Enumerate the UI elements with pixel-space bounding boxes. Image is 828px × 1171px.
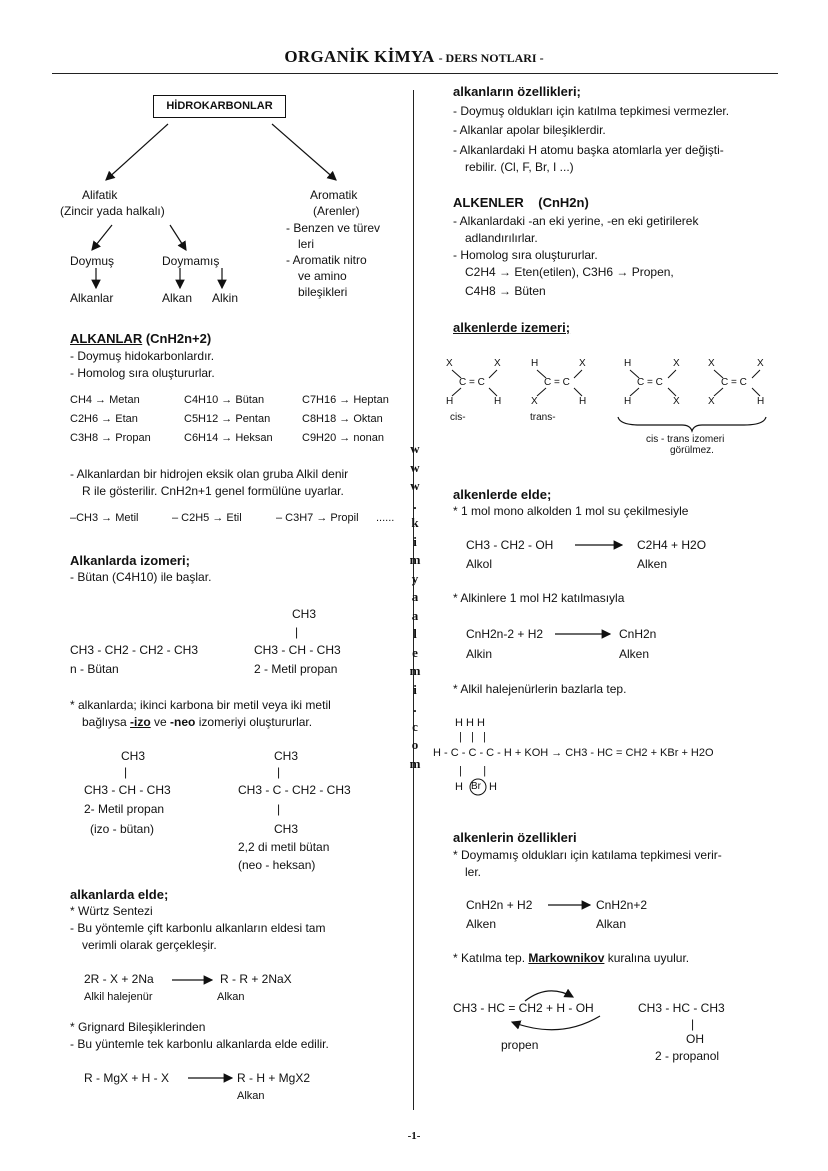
isomer-line: - Bütan (C4H10) ile başlar.: [70, 570, 212, 584]
grignard-line: - Bu yüntemle tek karbonlu alkanlarda elde edilir.: [70, 1037, 329, 1051]
r3-bonds-bottom: | |: [459, 765, 487, 777]
trans-cc: C = C: [544, 377, 570, 388]
grignard-left: R - MgX + H - X: [84, 1071, 170, 1085]
alkyl-3: – C3H7 → Propil: [276, 512, 359, 524]
grignard-right: R - H + MgX2: [237, 1071, 311, 1085]
neo-top: CH3: [274, 749, 299, 763]
cistrans-note-1: cis - trans izomeri: [646, 434, 725, 445]
r3-top: H H H: [455, 717, 485, 729]
alkane-prop-3: - Alkanlardaki H atomu başka atomlarla yer değişti-: [453, 143, 724, 157]
alkane-prep-heading: alkanlarda elde;: [70, 887, 169, 902]
bond-1: |: [295, 625, 299, 639]
watermark: w w w . k i m y a a l e m i . c o m: [409, 441, 421, 771]
ni2-h1: H: [757, 396, 765, 407]
page-number: -1-: [407, 1130, 421, 1142]
wurtz-heading: * Würtz Sentezi: [70, 904, 153, 918]
alkyl-1: –CH3 → Metil: [70, 512, 139, 524]
cis-x1: X: [446, 358, 453, 369]
mk-left-label: propen: [501, 1038, 539, 1052]
alkene-props-heading: alkenlerin özellikleri: [453, 830, 577, 845]
alkyl-2: – C2H5 → Etil: [172, 512, 242, 524]
r1-right: C2H4 + H2O: [637, 538, 707, 552]
alkyl-4: ......: [376, 512, 395, 524]
alkenes-series-2: C4H8 → Büten: [465, 284, 546, 298]
aromatic-note-3: - Aromatik nitro: [286, 253, 367, 267]
aromatic-note-2: leri: [298, 237, 315, 251]
alkyl-line-1: - Alkanlardan bir hidrojen eksik olan gruba Alkil denir: [70, 467, 349, 481]
n-butane-name: n - Bütan: [70, 662, 119, 676]
r2-note: * Alkinlere 1 mol H2 katılmasıyla: [453, 591, 625, 605]
page-title: ORGANİK KİMYA: [284, 47, 435, 66]
add-left-label: Alken: [466, 917, 497, 931]
cis-h1: H: [446, 396, 454, 407]
methylpropane: CH3 - CH - CH3: [254, 643, 341, 657]
mk-oh: OH: [686, 1032, 704, 1046]
r3-bottom-br: Br: [471, 781, 481, 792]
series-2-1: C2H6 → Etan: [70, 413, 138, 425]
unsaturated-label: Doymamış: [162, 254, 220, 268]
mk-bond: |: [691, 1017, 695, 1031]
alkane-prop-1: - Doymuş oldukları için katılma tepkimesi vermezler.: [453, 104, 730, 118]
methylpropane-name: 2 - Metil propan: [254, 662, 338, 676]
cis-cc: C = C: [459, 377, 485, 388]
alkenes-item-1: - Alkanlardaki -an eki yerine, -en eki getirilerek: [453, 214, 699, 228]
wurtz-right-label: Alkan: [217, 991, 245, 1003]
mk-right-label: 2 - propanol: [655, 1049, 720, 1063]
wurtz-line-1: - Bu yöntemle çift karbonlu alkanların eldesi tam: [70, 921, 326, 935]
series-3-2: C6H14 → Heksan: [184, 432, 273, 444]
iso-note-1: * alkanlarda; ikinci karbona bir metil veya iki metil: [70, 698, 331, 712]
aromatic-sub: (Arenler): [313, 204, 360, 218]
alkene-prep-heading: alkenlerde elde;: [453, 487, 552, 502]
trans-h2: H: [579, 396, 587, 407]
wurtz-line-2: verimli olarak gerçekleşir.: [82, 938, 217, 952]
ni1-h1: H: [624, 358, 632, 369]
ni2-cc: C = C: [721, 377, 747, 388]
saturated-label: Doymuş: [70, 254, 115, 268]
cistrans-note-2: görülmez.: [670, 445, 714, 456]
izo-bond: |: [124, 765, 128, 779]
aliphatic-label: Alifatik: [82, 188, 118, 202]
r2-right: CnH2n: [619, 627, 657, 641]
mk-right: CH3 - HC - CH3: [638, 1001, 725, 1015]
izo-top: CH3: [121, 749, 146, 763]
alkanes-heading: ALKANLAR (CnH2n+2): [70, 331, 212, 346]
r1-left: CH3 - CH2 - OH: [466, 538, 554, 552]
r3-bonds-top: | | |: [459, 731, 486, 743]
alkane-prop-2: - Alkanlar apolar bileşiklerdir.: [453, 123, 606, 137]
r2-left-label: Alkin: [466, 647, 493, 661]
aliphatic-sub: (Zincir yada halkalı): [60, 204, 165, 218]
aromatic-note-1: - Benzen ve türev: [286, 221, 381, 235]
series-2-3: C8H18 → Oktan: [302, 413, 383, 425]
wurtz-left-label: Alkil halejenür: [84, 991, 153, 1003]
r3-bottom-h2: H: [489, 781, 497, 793]
series-1-1: CH4 → Metan: [70, 394, 140, 406]
aromatic-note-4: ve amino: [298, 269, 347, 283]
r2-left: CnH2n-2 + H2: [466, 627, 544, 641]
ni1-x1: X: [673, 358, 680, 369]
trans-x2: X: [531, 396, 538, 407]
series-3-3: C9H20 → nonan: [302, 432, 384, 444]
alkane-prop-4: rebilir. (Cl, F, Br, I ...): [465, 160, 574, 174]
ni1-h2: H: [624, 396, 632, 407]
neo-bond-top: |: [277, 765, 281, 779]
r2-right-label: Alken: [619, 647, 650, 661]
alkene-leaf: Alkan: [162, 291, 193, 305]
markownikov-note: * Katılma tep. Markownikov kuralına uyulur.: [453, 951, 690, 965]
add-left: CnH2n + H2: [466, 898, 533, 912]
isomer-heading: Alkanlarda izomeri;: [70, 553, 190, 568]
r1-right-label: Alken: [637, 557, 668, 571]
alkenes-item-2: adlandırılırlar.: [465, 231, 538, 245]
r3-note: * Alkil halejenürlerin bazlarla tep.: [453, 682, 627, 696]
ni2-x3: X: [708, 396, 715, 407]
r3-main: H - C - C - C - H + KOH → CH3 - HC = CH2 + KBr + H2O: [433, 747, 714, 759]
r3-bottom-h1: H: [455, 781, 463, 793]
iso-note-2: bağlıysa -izo ve -neo izomeriyi oluştururlar.: [82, 715, 313, 729]
alkenes-series-1: C2H4 → Eten(etilen), C3H6 → Propen,: [465, 265, 674, 279]
neo-bottom: CH3: [274, 822, 299, 836]
alkenes-heading: ALKENLER (CnH2n): [453, 195, 589, 210]
alkanes-leaf: Alkanlar: [70, 291, 114, 305]
neo-main: CH3 - C - CH2 - CH3: [238, 783, 351, 797]
alkene-isomer-heading: alkenlerde izemeri;: [453, 320, 571, 335]
r1-left-label: Alkol: [466, 557, 493, 571]
alkenes-item-3: - Homolog sıra oluştururlar.: [453, 248, 598, 262]
series-3-1: C3H8 → Propan: [70, 432, 151, 444]
grignard-label: Alkan: [237, 1090, 265, 1102]
alkanes-bullet-1: - Doymuş hidokarbonlardır.: [70, 349, 215, 363]
ni1-cc: C = C: [637, 377, 663, 388]
ni2-x2: X: [757, 358, 764, 369]
grignard-heading: * Grignard Bileşiklerinden: [70, 1020, 206, 1034]
add-right: CnH2n+2: [596, 898, 648, 912]
cis-x2: X: [494, 358, 501, 369]
ni2-x1: X: [708, 358, 715, 369]
alkanes-bullet-2: - Homolog sıra oluştururlar.: [70, 366, 215, 380]
neo-name: 2,2 di metil bütan: [238, 840, 330, 854]
series-2-2: C5H12 → Pentan: [184, 413, 271, 425]
izo-alt: (izo - bütan): [90, 822, 155, 836]
wurtz-right: R - R + 2NaX: [220, 972, 292, 986]
trans-x1: X: [579, 358, 586, 369]
methylpropane-top: CH3: [292, 607, 317, 621]
n-butane: CH3 - CH2 - CH2 - CH3: [70, 643, 199, 657]
cis-h2: H: [494, 396, 502, 407]
r1-note: * 1 mol mono alkolden 1 mol su çekilmesiyle: [453, 504, 689, 518]
aromatic-label: Aromatik: [310, 188, 358, 202]
cis-label: cis-: [450, 412, 466, 423]
add-right-label: Alkan: [596, 917, 627, 931]
izo-main: CH3 - CH - CH3: [84, 783, 171, 797]
neo-bond-bottom: |: [277, 802, 281, 816]
page-subtitle: - DERS NOTLARI -: [438, 51, 544, 65]
wurtz-left: 2R - X + 2Na: [84, 972, 154, 986]
alkene-props-line-1: * Doymamış oldukları için katılama tepkimesi verir-: [453, 848, 722, 862]
alkane-props-heading: alkanların özellikleri;: [453, 84, 581, 99]
series-1-2: C4H10 → Bütan: [184, 394, 265, 406]
trans-label: trans-: [530, 412, 556, 423]
izo-name: 2- Metil propan: [84, 802, 165, 816]
ni1-x2: X: [673, 396, 680, 407]
hydrocarbons-box: HİDROKARBONLAR: [153, 95, 286, 118]
aromatic-note-5: bileşikleri: [298, 285, 348, 299]
alkene-props-line-2: ler.: [465, 865, 482, 879]
mk-left: CH3 - HC = CH2 + H - OH: [453, 1001, 594, 1015]
series-1-3: C7H16 → Heptan: [302, 394, 389, 406]
alkyne-leaf: Alkin: [212, 291, 239, 305]
trans-h1: H: [531, 358, 539, 369]
alkyl-line-2: R ile gösterilir. CnH2n+1 genel formülüne uyarlar.: [82, 484, 344, 498]
neo-alt: (neo - heksan): [238, 858, 316, 872]
